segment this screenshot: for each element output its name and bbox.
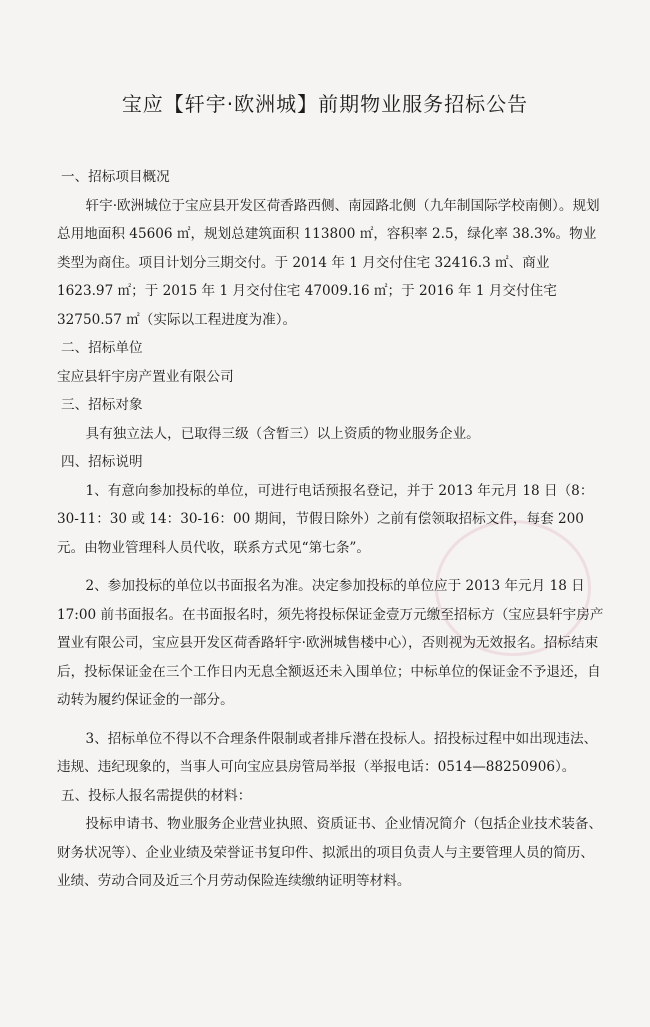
- section-2-body: 宝应县轩宇房产置业有限公司: [57, 368, 234, 385]
- section-4-paragraph-3: 3、招标单位不得以不合理条件限制或者排斥潜在投标人。招投标过程中如出现违法、违规、违纪现象的，当事人可向宝应县房管局举报（举报电话：0514—88250906）。: [57, 730, 598, 775]
- section-4-heading: 四、招标说明: [61, 454, 143, 470]
- section-1-heading: 一、招标项目概况: [61, 169, 170, 185]
- section-3-body: 具有独立法人，已取得三级（含暂三）以上资质的物业服务企业。: [85, 425, 480, 442]
- document-title: 宝应【轩宇·欧洲城】前期物业服务招标公告: [121, 92, 529, 116]
- section-4-paragraph-1: 1、有意向参加投标的单位，可进行电话预报名登记，并于 2013 年元月 18 日（8：30-11：30 或 14：30-16：00 期间，节假日除外）之前有偿领取招标文件，每套 200 元。由物业管理科人员代收，联系方式见“第七条”。: [57, 482, 594, 556]
- document-body: [57, 163, 607, 896]
- section-5-body: 投标申请书、物业服务企业营业执照、资质证书、企业情况简介（包括企业技术装备、财务状况等）、企业业绩及荣誉证书复印件、拟派出的项目负责人与主要管理人员的简历、业绩、劳动合同及近三个月劳动保险连续缴纳证明等材料。: [57, 816, 603, 889]
- section-5-heading: 五、投标人报名需提供的材料：: [61, 787, 252, 804]
- section-1-body: 轩宇·欧洲城位于宝应县开发区荷香路西侧、南园路北侧（九年制国际学校南侧）。规划总用地面积 45606 ㎡，规划总建筑面积 113800 ㎡，容积率 2.5，绿化率 38.3%。物业类型为商住。项目计划分三期交付。于 2014 年 1 月交付住宅 32416.3 ㎡、商业 1623.97 ㎡；于 2015 年 1 月交付住宅 47009.16 ㎡；于 2016 年 1 月交付住宅 32750.57 ㎡（实际以工程进度为准）。: [57, 197, 600, 328]
- section-2-heading: 二、招标单位: [61, 340, 143, 356]
- section-3-heading: 三、招标对象: [61, 397, 143, 413]
- section-4-paragraph-2: 2、参加投标的单位以书面报名为准。决定参加投标的单位应于 2013 年元月 18 日 17:00 前书面报名。在书面报名时，须先将投标保证金壹万元缴至招标方（宝应县轩宇房产置业有限公司，宝应县开发区荷香路轩宇·欧洲城售楼中心），否则视为无效报名。招标结束后，投标保证金在三个工作日内无息全额返还未入围单位；中标单位的保证金不予退还，自动转为履约保证金的一部分。: [57, 578, 604, 708]
